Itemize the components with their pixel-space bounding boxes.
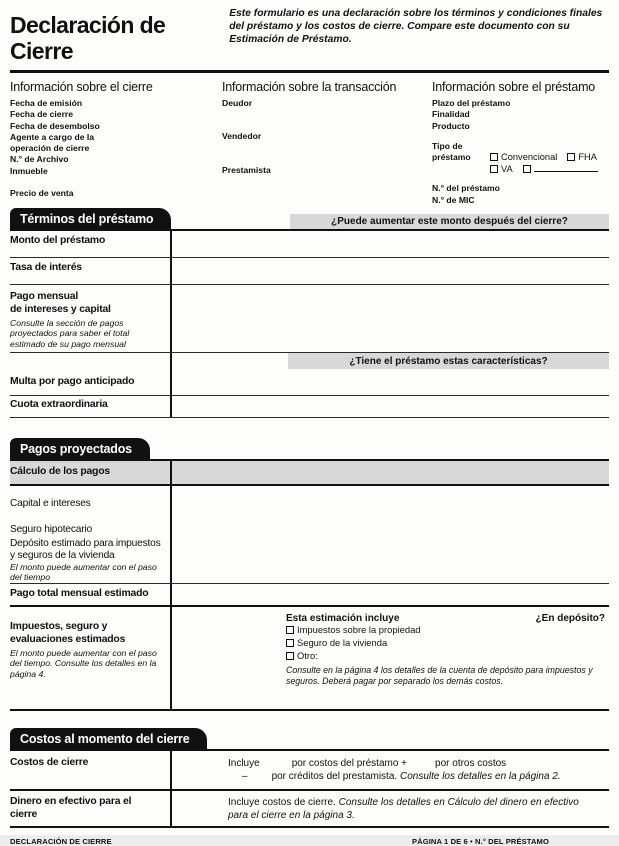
loan-features-question-bar: ¿Tiene el préstamo estas características? xyxy=(288,353,609,369)
balloon-payment-label: Cuota extraordinaria xyxy=(10,399,108,410)
cash-to-close-row xyxy=(10,791,609,828)
loan-type-option-other xyxy=(523,164,598,174)
field-closing-date: Fecha de cierre xyxy=(10,109,74,120)
field-borrower: Deudor xyxy=(222,98,253,108)
field-lender: Prestamista xyxy=(222,164,271,175)
payment-components-row xyxy=(10,486,609,584)
loan-amount-value-cell[interactable] xyxy=(170,231,609,257)
loan-info-column xyxy=(432,80,609,206)
other-costs-part: por otros costos xyxy=(435,758,507,769)
closing-info-column xyxy=(10,80,222,206)
interest-rate-label: Tasa de interés xyxy=(10,262,82,273)
footer-page-number: PÁGINA 1 DE 6 • N.° DEL PRÉSTAMO xyxy=(411,837,549,846)
form-header xyxy=(10,8,609,73)
field-loan-number: N.° del préstamo xyxy=(432,183,500,194)
va-checkbox[interactable] xyxy=(490,165,498,173)
field-sale-price: Precio de venta xyxy=(10,188,74,199)
fha-checkbox[interactable] xyxy=(567,153,575,161)
table-row xyxy=(10,396,609,418)
loan-type-option-va: VA xyxy=(490,164,513,174)
field-mic-number: N.° de MIC xyxy=(432,194,475,205)
cash-includes-text: Incluye costos de cierre. xyxy=(228,797,336,808)
monthly-pi-value-cell[interactable] xyxy=(170,285,609,352)
cash-to-close-value-cell[interactable] xyxy=(170,791,609,826)
cash-to-close-label: Dinero en efectivo para el cierre xyxy=(10,796,132,820)
field-settlement-agent: Agente a cargo de la operación de cierre xyxy=(10,131,95,154)
page-footer xyxy=(10,828,609,846)
mortgage-insurance-label: Seguro hipotecario xyxy=(10,524,92,535)
closing-info-heading: Información sobre el cierre xyxy=(10,80,153,94)
property-taxes-checkbox[interactable] xyxy=(286,626,294,634)
property-taxes-option: Impuestos sobre la propiedad xyxy=(286,624,609,637)
loan-type-option-conventional: Convencional xyxy=(490,152,557,162)
taxes-estimation-cell xyxy=(170,607,609,709)
costs-at-closing-tabrow xyxy=(10,726,609,749)
homeowners-insurance-checkbox[interactable] xyxy=(286,639,294,647)
total-monthly-payment-label: Pago total mensual estimado xyxy=(10,588,149,599)
other-checkbox[interactable] xyxy=(286,652,294,660)
loan-info-heading: Información sobre el préstamo xyxy=(432,80,596,94)
table-row xyxy=(10,258,609,285)
other-option: Otro: xyxy=(286,650,609,663)
table-row xyxy=(10,353,609,370)
costs-at-closing-table xyxy=(10,749,609,828)
payment-calc-label: Cálculo de los pagos xyxy=(10,466,110,477)
field-seller: Vendedor xyxy=(222,131,262,142)
prepayment-penalty-value-cell[interactable] xyxy=(170,370,609,395)
table-row xyxy=(10,231,609,258)
estimation-includes-heading: Esta estimación incluye xyxy=(286,613,400,624)
taxes-insurance-label: Impuestos, seguro y evaluaciones estimados xyxy=(10,621,126,645)
field-disbursement-date: Fecha de desembolso xyxy=(10,120,100,131)
minus-sign: – xyxy=(242,771,248,782)
total-monthly-payment-value-cell[interactable] xyxy=(170,584,609,605)
costs-at-closing-tab: Costos al momento del cierre xyxy=(10,728,207,749)
estimated-escrow-note: El monto puede aumentar con el paso del tiempo xyxy=(10,562,157,583)
monthly-pi-label-line1: Pago mensual xyxy=(10,291,79,302)
taxes-insurance-note: El monto puede aumentar con el paso del tiempo. Consulte los detalles en la página 4. xyxy=(10,648,157,679)
loan-terms-tabrow xyxy=(10,206,609,229)
closing-costs-row xyxy=(10,751,609,791)
projected-payments-table xyxy=(10,459,609,711)
lender-credits-part: por créditos del prestamista. xyxy=(271,771,398,782)
balloon-payment-value-cell[interactable] xyxy=(170,396,609,417)
principal-interest-label: Capital e intereses xyxy=(10,498,91,509)
loan-type-other-blank[interactable] xyxy=(534,164,598,172)
loan-amount-label: Monto del préstamo xyxy=(10,235,106,246)
monthly-pi-label-line2: de intereses y capital xyxy=(10,303,111,315)
payment-calc-cells xyxy=(170,461,609,484)
estimated-escrow-label: Depósito estimado para impuestos y seguros de la vivienda xyxy=(10,538,161,561)
loan-type-block xyxy=(432,141,609,176)
payment-components-value-cell[interactable] xyxy=(170,486,609,583)
field-purpose: Finalidad xyxy=(432,109,470,120)
can-increase-question-bar: ¿Puede aumentar este monto después del cierre? xyxy=(290,214,609,230)
escrow-footnote: Consulte en la página 4 los detalles de la cuenta de depósito para impuestos y seguros. Deberá pagar por separado los demás costos. xyxy=(286,665,593,686)
field-product: Producto xyxy=(432,120,470,131)
page-title: Declaración de Cierre xyxy=(10,12,166,64)
loan-terms-tab: Términos del préstamo xyxy=(10,208,171,229)
loan-type-label-line2: préstamo xyxy=(432,152,471,163)
taxes-insurance-row xyxy=(10,607,609,711)
total-payment-row xyxy=(10,584,609,607)
loan-terms-table xyxy=(10,229,609,418)
loan-costs-part: por costos del préstamo + xyxy=(291,758,408,769)
loan-type-option-fha: FHA xyxy=(567,152,597,162)
transaction-info-column xyxy=(222,80,432,206)
loan-type-label-line1: Tipo de xyxy=(432,140,463,151)
field-loan-term: Plazo del préstamo xyxy=(432,98,511,108)
conventional-checkbox[interactable] xyxy=(490,153,498,161)
closing-costs-value-cell[interactable] xyxy=(170,751,609,789)
interest-rate-value-cell[interactable] xyxy=(170,258,609,284)
prepayment-penalty-label: Multa por pago anticipado xyxy=(10,376,135,387)
info-columns xyxy=(10,73,609,206)
field-issue-date: Fecha de emisión xyxy=(10,98,83,108)
closing-costs-details-note: Consulte los detalles en la página 2. xyxy=(399,771,561,782)
transaction-info-heading: Información sobre la transacción xyxy=(222,80,397,94)
form-intro-text: Este formulario es una declaración sobre los términos y condiciones finales del préstamo y los costos de cierre. Compare este documento con su Estimación de Préstamo. xyxy=(229,8,603,45)
cash-details-note: Consulte los detalles en Cálculo del dinero en efectivo para el cierre en la página 3. xyxy=(228,797,579,821)
table-row xyxy=(10,285,609,353)
includes-word: Incluye xyxy=(228,758,260,769)
payment-calc-header-row xyxy=(10,461,609,486)
projected-payments-tab: Pagos proyectados xyxy=(10,438,150,459)
projected-payments-tabrow xyxy=(10,436,609,459)
table-row xyxy=(10,370,609,396)
monthly-pi-note: Consulte la sección de pagos proyectados para saber el total estimado de su pago mensual xyxy=(10,318,130,349)
closing-costs-label: Costos de cierre xyxy=(10,757,89,768)
other-type-checkbox[interactable] xyxy=(523,165,531,173)
in-escrow-heading: ¿En depósito? xyxy=(535,613,605,624)
homeowners-insurance-option: Seguro de la vivienda xyxy=(286,637,609,650)
field-property: Inmueble xyxy=(10,165,48,176)
footer-doc-name: DECLARACIÓN DE CIERRE xyxy=(10,837,112,846)
field-file-number: N.° de Archivo xyxy=(10,154,69,165)
